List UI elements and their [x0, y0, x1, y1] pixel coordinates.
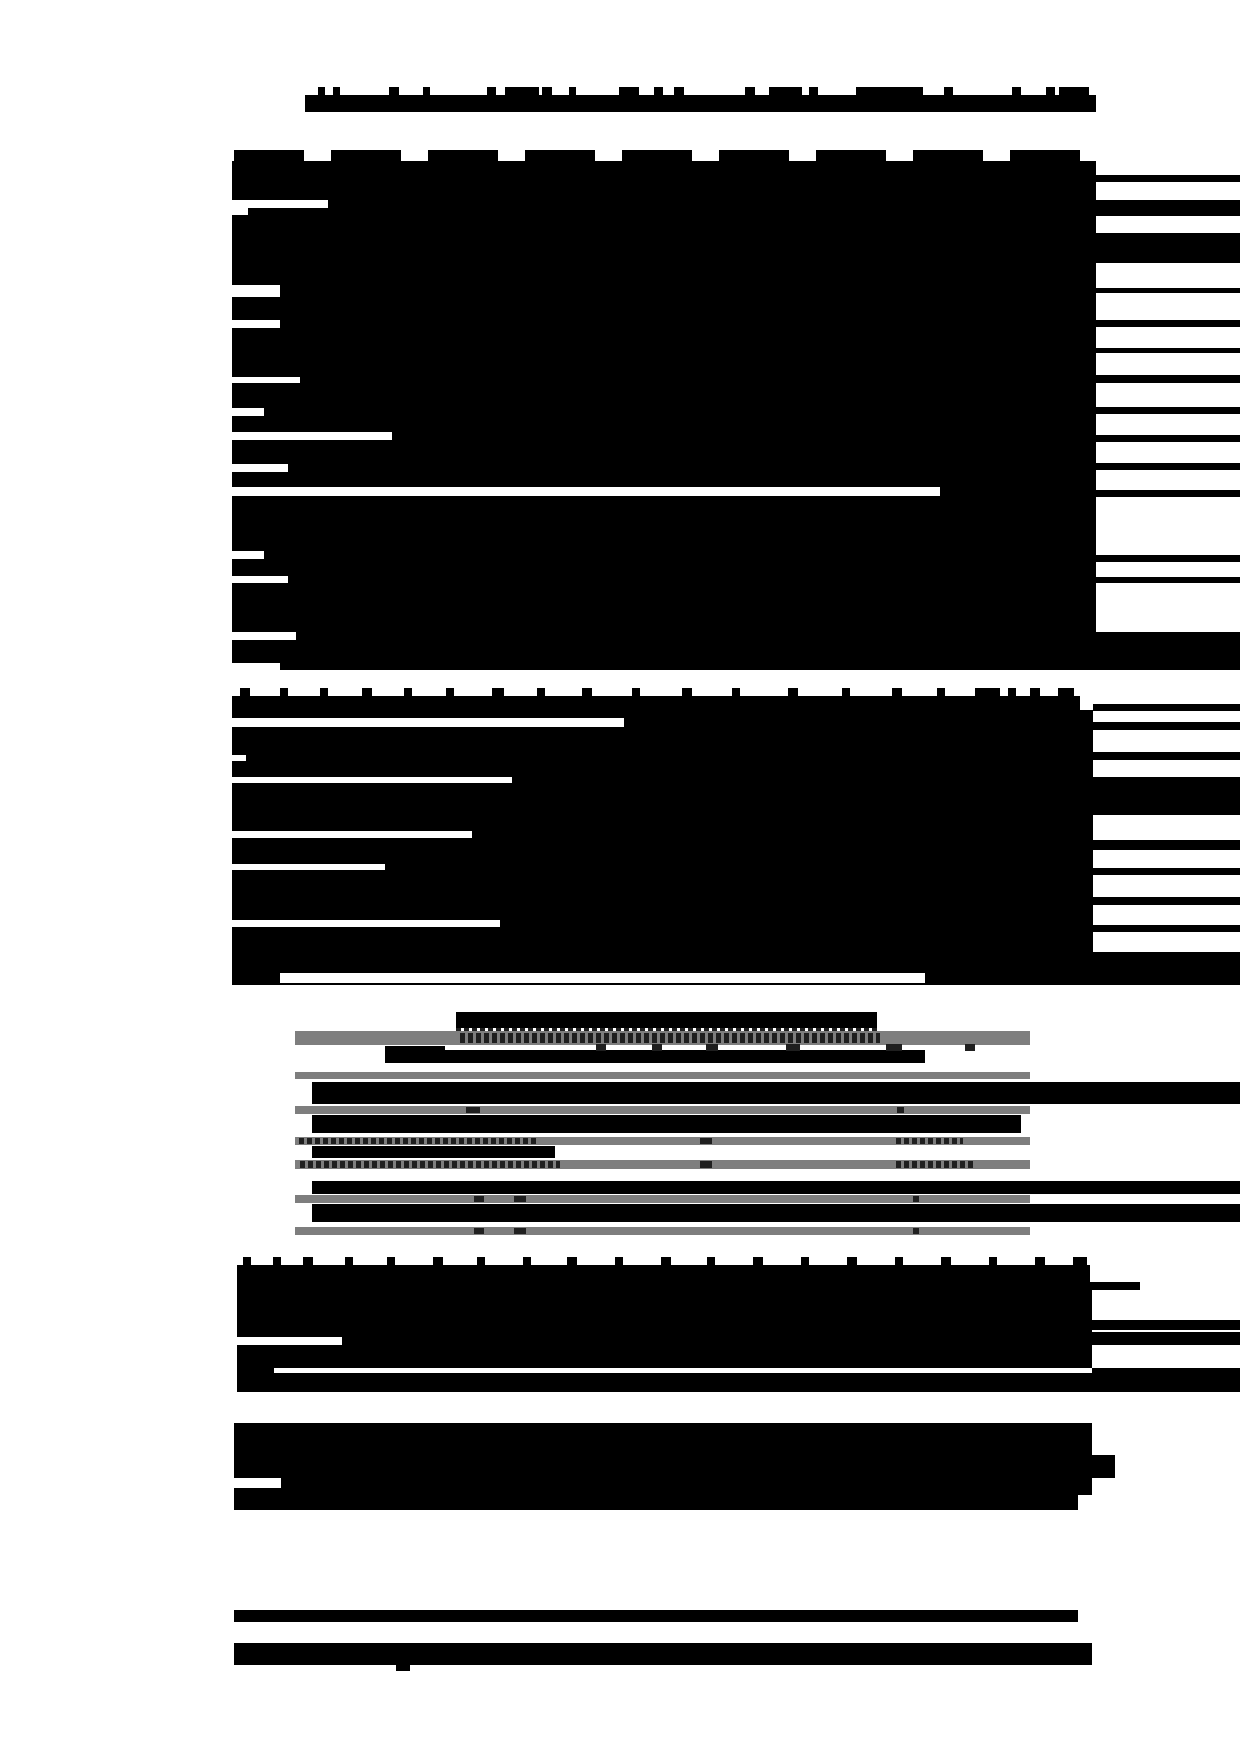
para-c-margin-ext	[1092, 1282, 1140, 1290]
para-b-margin-line	[1093, 722, 1240, 730]
para-a-margin-line	[1096, 463, 1240, 470]
table-cell-mark	[514, 1228, 526, 1234]
section2-heading-bar-tooth	[320, 688, 328, 696]
table-redacted-row	[312, 1204, 1240, 1222]
para-a-margin-line	[1096, 175, 1240, 182]
para-a-line-gap	[232, 551, 264, 559]
redacted-title-bar-tooth	[569, 87, 576, 95]
redacted-title-bar-tooth	[809, 87, 818, 95]
table-cell-mark	[514, 1196, 526, 1202]
para-a-line-gap	[232, 285, 280, 297]
para-b-margin-line	[1093, 868, 1240, 875]
para-a-margin-line	[1096, 407, 1240, 414]
table-cell-mark	[652, 1044, 662, 1051]
para-a-margin-line	[1096, 200, 1240, 216]
para-b-line-gap	[232, 920, 500, 927]
redacted-title-bar-tooth	[654, 87, 663, 95]
section3-heading-bar	[237, 1265, 1090, 1282]
redacted-title-bar-tooth	[487, 87, 496, 95]
para-a-line-gap	[232, 377, 300, 383]
para-a-margin-line	[1096, 288, 1240, 293]
table-cell-smudge	[896, 1138, 963, 1144]
table-redacted-row	[312, 1082, 1240, 1104]
footer-rule	[234, 1643, 1092, 1665]
table-row-band	[295, 1195, 1030, 1203]
para-b-line-gap	[232, 831, 472, 838]
table-cell-mark	[913, 1196, 919, 1202]
para-a-line-gap	[232, 576, 288, 583]
table-cell-mark	[913, 1228, 919, 1234]
footer-descender-mark	[396, 1665, 410, 1671]
table-cell-smudge	[300, 1161, 560, 1168]
redacted-title-bar-tooth	[1012, 87, 1021, 95]
para-a-paragraph-gap	[232, 487, 940, 496]
para-a-line-gap	[232, 408, 264, 416]
section2-heading-bar-tooth	[537, 688, 545, 696]
section3-heading-bar-tooth	[523, 1257, 531, 1265]
table-cell-smudge	[896, 1161, 976, 1168]
para-b-redacted-mass	[232, 710, 1093, 985]
section3-heading-bar-tooth	[345, 1257, 353, 1265]
section2-heading-bar-tooth	[732, 688, 740, 696]
table-cell-mark	[706, 1044, 718, 1051]
section2-heading-bar-tooth	[1008, 688, 1016, 696]
table-redacted-row	[312, 1146, 555, 1158]
section3-heading-bar-tooth	[387, 1257, 395, 1265]
para-a-margin-line	[1096, 555, 1240, 562]
redacted-title-bar-tooth	[674, 87, 684, 95]
para-a-margin-line	[1096, 375, 1240, 383]
table-cell-mark	[886, 1044, 902, 1051]
section2-heading-bar-tooth	[1058, 688, 1074, 696]
redacted-title-bar-tooth	[944, 87, 953, 95]
table-cell-mark	[474, 1196, 484, 1202]
para-b-margin-line	[1093, 897, 1240, 905]
redacted-title-bar-tooth	[423, 87, 430, 95]
section2-heading-bar-tooth	[492, 688, 504, 696]
section3-heading-bar-tooth	[243, 1257, 251, 1265]
redacted-title-bar-tooth	[1059, 87, 1089, 95]
section3-heading-bar-tooth	[1035, 1257, 1045, 1265]
table-cell-mark	[474, 1228, 484, 1234]
para-c-line-gap	[274, 1368, 1092, 1373]
para-a-margin-line	[1096, 632, 1240, 670]
section2-heading-bar-tooth	[582, 688, 592, 696]
para-c-line-gap	[237, 1337, 342, 1345]
section2-heading-bar-tooth	[937, 688, 945, 696]
para-b-margin-line	[1093, 925, 1240, 932]
table-cell-mark	[965, 1044, 975, 1051]
table-cell-smudge	[299, 1138, 539, 1144]
table-header-smudge	[460, 1033, 880, 1043]
para-a-line-gap	[232, 663, 280, 670]
table-row-band	[295, 1106, 1030, 1114]
para-b-line-gap	[232, 755, 246, 761]
section3-heading-bar-tooth	[273, 1257, 281, 1265]
section2-heading-bar-tooth	[362, 688, 372, 696]
redacted-title-bar-tooth	[505, 87, 539, 95]
para-a-redacted-mass	[232, 161, 1096, 670]
table-redacted-row	[312, 1115, 1021, 1133]
section3-heading-bar-tooth	[477, 1257, 485, 1265]
section3-heading-bar-tooth	[615, 1257, 623, 1265]
para-a-margin-line	[1096, 233, 1240, 263]
section3-heading-bar-tooth	[801, 1257, 809, 1265]
para-a-margin-line	[1096, 320, 1240, 327]
redacted-title-bar	[305, 95, 1096, 112]
section3-heading-bar-tooth	[847, 1257, 857, 1265]
section2-heading-bar-tooth	[788, 688, 798, 696]
section2-heading-bar-tooth	[1030, 688, 1040, 696]
section3-heading-bar-tooth	[941, 1257, 951, 1265]
para-a-line-gap	[232, 320, 280, 328]
section2-heading-bar-tooth	[975, 688, 1000, 696]
section3-heading-bar-tooth	[1073, 1257, 1087, 1265]
redacted-title-bar-tooth	[1046, 87, 1055, 95]
para-a-margin-line	[1096, 577, 1240, 583]
redacted-title-bar-tooth	[769, 87, 802, 95]
para-d-line-gap	[1078, 1495, 1092, 1510]
table-cell-mark	[466, 1107, 480, 1113]
para-b-line-gap	[232, 777, 512, 783]
table-cell-mark	[596, 1044, 606, 1051]
section2-heading-bar-tooth	[892, 688, 902, 696]
table-cell-mark	[786, 1044, 800, 1051]
para-a-line-gap	[232, 200, 328, 208]
footer-rule	[234, 1610, 1078, 1622]
table-row-band	[295, 1227, 1030, 1235]
section3-heading-bar-tooth	[303, 1257, 313, 1265]
section2-heading-bar-tooth	[280, 688, 288, 696]
para-a-margin-line	[1096, 348, 1240, 353]
section3-heading-bar-tooth	[895, 1257, 903, 1265]
section2-heading-bar-tooth	[404, 688, 412, 696]
para-a-line-gap	[232, 432, 392, 440]
para-a-first-line-dashes	[234, 150, 1092, 161]
redacted-title-bar-tooth	[856, 87, 923, 95]
section3-heading-bar-tooth	[989, 1257, 997, 1265]
para-b-margin-line	[1093, 752, 1240, 760]
section3-heading-bar-tooth	[707, 1257, 715, 1265]
section2-heading-bar-tooth	[682, 688, 692, 696]
table-caption-bar	[456, 1012, 877, 1028]
para-b-line-gap	[232, 864, 385, 870]
table-cell-mark	[700, 1138, 712, 1144]
table-redacted-row	[312, 1181, 1240, 1194]
section3-heading-bar-tooth	[753, 1257, 763, 1265]
section2-heading-bar-tooth	[240, 688, 250, 696]
para-d-margin-ext	[1092, 1455, 1115, 1478]
para-c-margin-line	[1092, 1320, 1240, 1330]
para-c-margin-line	[1092, 1332, 1240, 1345]
para-d-line-gap	[234, 1478, 281, 1488]
table-row-band	[295, 1072, 1030, 1079]
redacted-title-bar-tooth	[619, 87, 639, 95]
para-a-line-gap	[232, 464, 288, 472]
para-a-margin-line	[1096, 490, 1240, 497]
section3-heading-bar-tooth	[661, 1257, 671, 1265]
para-b-line-gap	[232, 718, 624, 727]
para-b-margin-line	[1093, 704, 1240, 711]
table-cell-mark	[700, 1161, 712, 1168]
para-a-line-gap	[232, 632, 296, 640]
section2-heading-bar-tooth	[842, 688, 850, 696]
redacted-title-bar-tooth	[745, 87, 755, 95]
para-b-margin-line	[1093, 840, 1240, 850]
para-a-line-gap	[232, 208, 248, 215]
section3-heading-bar-tooth	[433, 1257, 443, 1265]
redacted-title-bar-tooth	[389, 87, 399, 95]
table-cell-mark	[897, 1107, 904, 1113]
redacted-title-bar-tooth	[333, 87, 340, 95]
table-redacted-row	[385, 1050, 925, 1063]
section3-heading-bar-tooth	[567, 1257, 577, 1265]
para-a-margin-line	[1096, 435, 1240, 442]
para-b-line-gap	[280, 973, 925, 983]
para-d-redacted-mass	[234, 1423, 1092, 1510]
redacted-title-bar-tooth	[542, 87, 552, 95]
section2-heading-bar-tooth	[446, 688, 454, 696]
section2-heading-bar-tooth	[632, 688, 640, 696]
para-c-redacted-mass	[237, 1282, 1092, 1368]
para-b-margin-line	[1093, 952, 1240, 985]
redacted-title-bar-tooth	[318, 87, 325, 95]
para-b-margin-line	[1093, 777, 1240, 815]
